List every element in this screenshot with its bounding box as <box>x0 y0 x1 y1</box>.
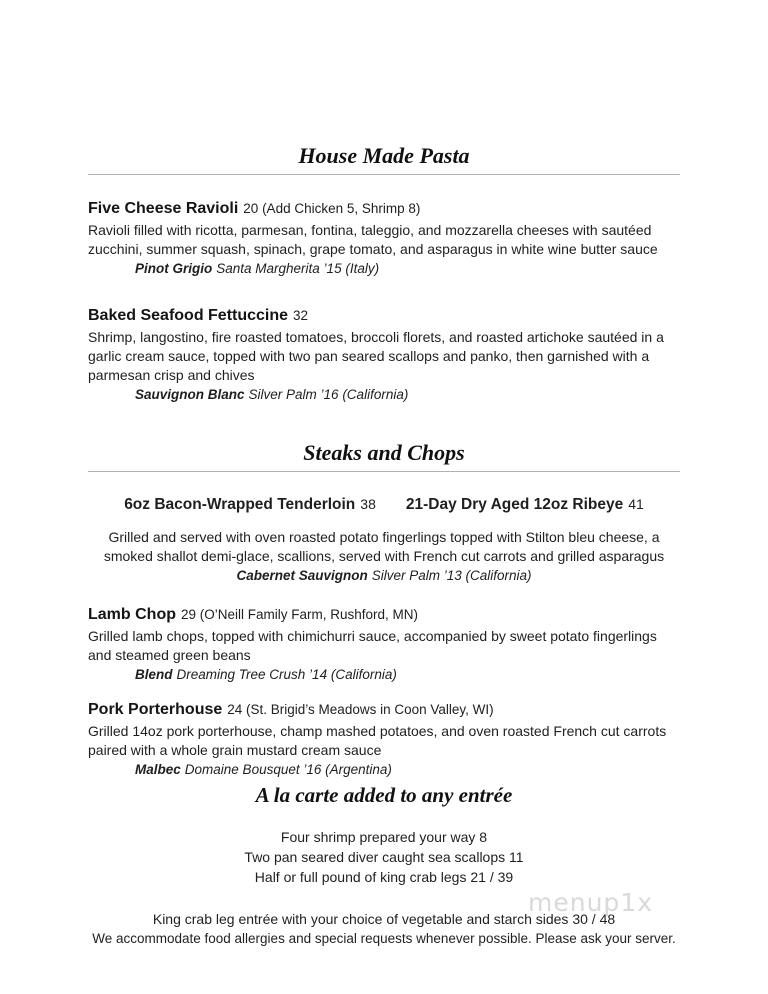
featured-description: Grilled and served with oven roasted potato fingerlings topped with Stilton bleu cheese, a smoked shallot demi-glace, scallions, served with French cut carrots and grilled asparagus <box>103 529 665 564</box>
wine-detail: Dreaming Tree Crush ’14 (California) <box>176 667 397 682</box>
item-description: Ravioli filled with ricotta, parmesan, fontina, taleggio, and mozzarella cheeses with sautéed zucchini, summer squash, spinach, grape tomato, and asparagus in white wine butter sauce <box>88 222 658 257</box>
item-price-note: 24 (St. Brigid’s Meadows in Coon Valley, WI) <box>227 702 494 717</box>
item-heading <box>88 200 680 218</box>
a-la-carte-line-shrimp: Four shrimp prepared your way 8 <box>280 829 488 845</box>
wine-pairing <box>88 760 680 779</box>
wine-type: Sauvignon Blanc <box>135 387 245 402</box>
item-heading <box>88 701 680 719</box>
item-name: Pork Porterhouse <box>88 701 223 718</box>
wine-detail: Silver Palm ’16 (California) <box>248 387 409 402</box>
item-heading <box>88 307 680 325</box>
featured-item-ribeye <box>406 496 644 514</box>
item-name: Baked Seafood Fettuccine <box>88 307 289 324</box>
featured-item-tenderloin <box>124 496 376 514</box>
item-price: 38 <box>360 496 376 512</box>
item-description: Shrimp, langostino, fire roasted tomatoes, broccoli florets, and roasted artichoke sautéed in a garlic cream sauce, topped with two pan seared scallops and panko, then garnished with a parmesan crisp and chives <box>88 329 664 383</box>
wine-type: Pinot Grigio <box>135 261 213 276</box>
featured-steaks-row <box>88 496 680 514</box>
item-name: Lamb Chop <box>88 606 176 623</box>
wine-detail: Santa Margherita ’15 (Italy) <box>216 261 380 276</box>
king-crab-entree-line: King crab leg entrée with your choice of vegetable and starch sides 30 / 48 <box>152 911 616 927</box>
item-price: 41 <box>628 496 644 512</box>
item-price-note: 32 <box>293 308 309 323</box>
section-title-house-made-pasta: House Made Pasta <box>88 143 680 175</box>
item-heading <box>88 606 680 624</box>
wine-type: Cabernet Sauvignon <box>236 568 368 583</box>
wine-detail: Domaine Bousquet ’16 (Argentina) <box>184 762 392 777</box>
item-price-note: 20 (Add Chicken 5, Shrimp 8) <box>243 201 421 216</box>
wine-type: Blend <box>135 667 173 682</box>
menu-item-pork-porterhouse <box>88 701 680 779</box>
wine-detail: Silver Palm ’13 (California) <box>371 568 532 583</box>
wine-pairing <box>88 566 680 585</box>
section-title-steaks-and-chops: Steaks and Chops <box>88 440 680 472</box>
item-description: Grilled 14oz pork porterhouse, champ mashed potatoes, and oven roasted French cut carrots paired with a whole grain mustard cream sauce <box>88 723 667 758</box>
item-name: 21-Day Dry Aged 12oz Ribeye <box>405 496 624 513</box>
wine-type: Malbec <box>135 762 181 777</box>
wine-pairing <box>88 385 680 404</box>
menu-content <box>88 0 680 927</box>
menu-item-five-cheese-ravioli <box>88 200 680 278</box>
item-name: Five Cheese Ravioli <box>88 200 239 217</box>
menupix-watermark: menup1x <box>528 888 653 917</box>
wine-pairing <box>88 259 680 278</box>
item-description: Grilled lamb chops, topped with chimichurri sauce, accompanied by sweet potato fingerlings and steamed green beans <box>88 628 657 663</box>
item-name: 6oz Bacon-Wrapped Tenderloin <box>124 496 356 513</box>
a-la-carte-lines <box>88 827 680 887</box>
a-la-carte-line-scallops: Two pan seared diver caught sea scallops 11 <box>244 849 524 865</box>
allergy-footer-note: We accommodate food allergies and special requests whenever possible. Please ask your server. <box>92 931 676 946</box>
item-price-note: 29 (O’Neill Family Farm, Rushford, MN) <box>181 607 419 622</box>
menu-item-lamb-chop <box>88 606 680 684</box>
a-la-carte-line-crab-legs: Half or full pound of king crab legs 21 / 39 <box>254 869 514 885</box>
wine-pairing <box>88 665 680 684</box>
menu-item-baked-seafood-fettuccine <box>88 307 680 404</box>
section-title-a-la-carte: A la carte added to any entrée <box>255 783 513 807</box>
